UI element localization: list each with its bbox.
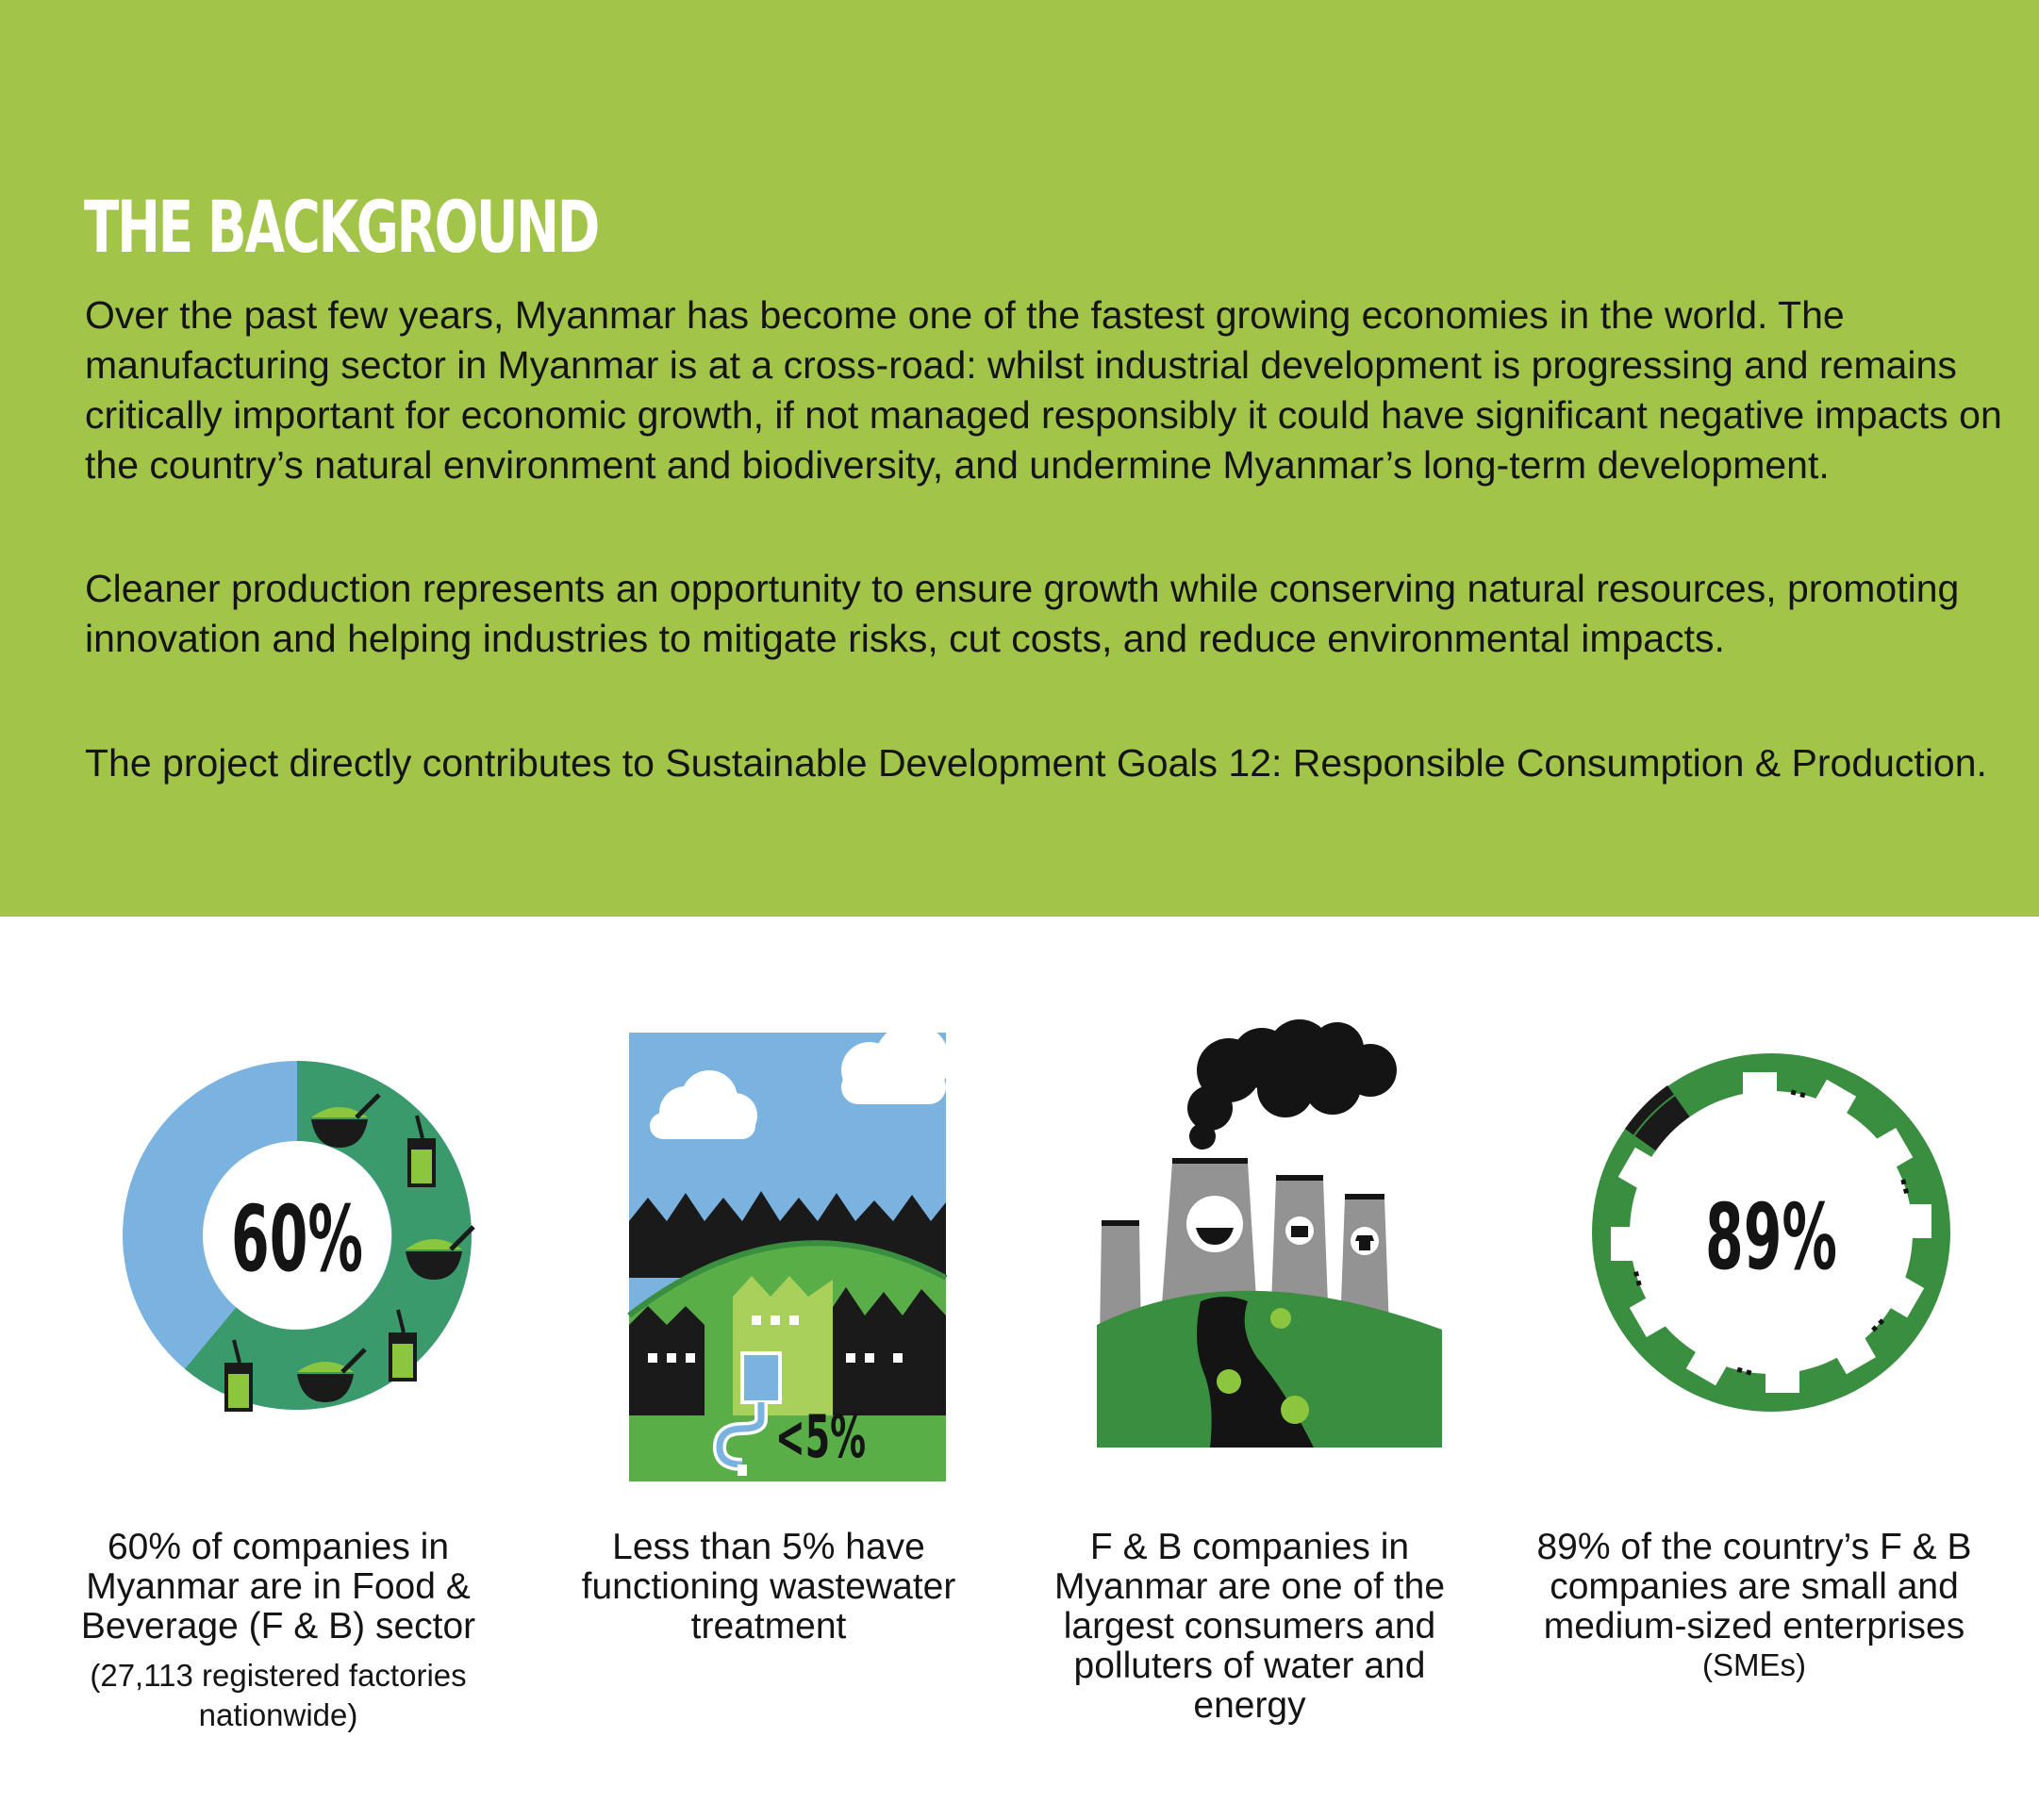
cleaner-production-paragraph: Cleaner production represents an opportunity to ensure growth while conserving natural resources, promoting innovation and helping industries to mitigate risks, cut costs, and reduce environmental impacts.: [85, 567, 1960, 660]
intro-paragraph: Over the past few years, Myanmar has become one of the fastest growing economies in the world. The manufacturing sector in Myanmar is at a cross-road: whilst industrial development is progressing and remains critically important for economic growth, if not managed responsibly it could have significant negative impacts on the country’s natural environment and biodiversity, and undermine Myanmar’s long-term development.: [85, 293, 2002, 487]
stat-caption-text: 60% of companies in Myanmar are in Food & Beverage (F & B) sector: [80, 1527, 476, 1646]
stat-caption-pollution: [1037, 1528, 1462, 1726]
stat-caption-text: 89% of the country’s F & B companies are small and medium-sized enterprises: [1536, 1527, 1972, 1646]
sdg-paragraph: The project directly contributes to Sustainable Development Goals 12: Responsible Consumption & Production.: [85, 741, 1987, 785]
sme-share-ring: [1592, 1053, 1950, 1412]
stat-caption-note: (SMEs): [1702, 1647, 1806, 1682]
section-title: THE BACKGROUND: [84, 185, 599, 269]
stat-caption-text: F & B companies in Myanmar are one of the largest consumers and polluters of water and energy: [1053, 1527, 1446, 1726]
wastewater-value-label: <5%: [775, 1402, 866, 1471]
stat-caption-note: (27,113 registered factories nationwide): [90, 1658, 467, 1732]
ring-value-label: 89%: [1705, 1184, 1837, 1290]
stat-caption-wastewater: [547, 1528, 990, 1646]
stat-caption-fnb-share: [61, 1528, 495, 1735]
stat-caption-text: Less than 5% have functioning wastewater treatment: [581, 1527, 956, 1646]
smoke-icon: [1187, 1019, 1397, 1150]
pollution-illustration: [1097, 1018, 1442, 1448]
wastewater-illustration: [629, 1033, 946, 1481]
fnb-share-donut: [113, 1051, 481, 1419]
donut-value-label: 60%: [231, 1186, 363, 1292]
stat-caption-sme-share: [1504, 1528, 2004, 1684]
